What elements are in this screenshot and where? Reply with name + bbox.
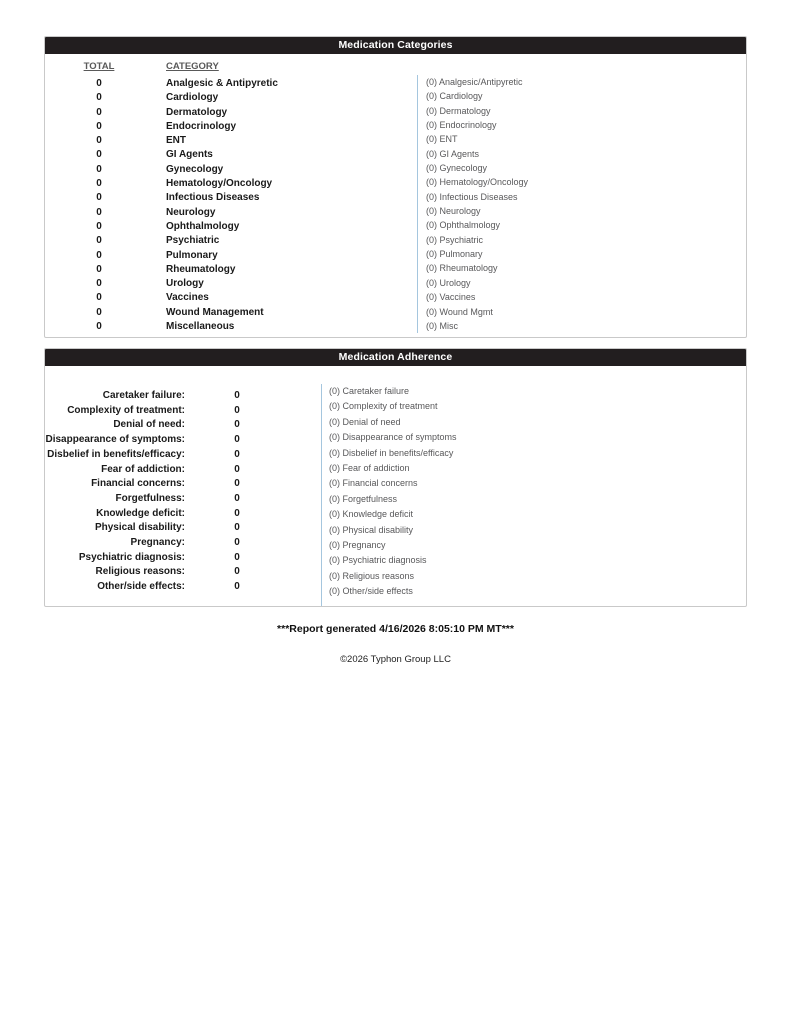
table-row: [59, 163, 746, 177]
category-name: Psychiatric: [166, 235, 220, 247]
summary-item: (0) Misc: [426, 320, 458, 331]
summary-item: (0) Infectious Diseases: [426, 191, 518, 202]
adherence-reason-value: 0: [234, 478, 240, 490]
category-name: Pulmonary: [166, 249, 218, 261]
adherence-reason-label: Religious reasons:: [95, 566, 185, 578]
category-name: Neurology: [166, 206, 216, 218]
summary-item: (0) Pulmonary: [426, 249, 483, 260]
table-row: [59, 191, 746, 205]
category-name: Miscellaneous: [166, 321, 235, 333]
summary-item: (0) GI Agents: [426, 148, 480, 159]
category-total-value: 0: [96, 78, 102, 89]
adherence-reason-value: 0: [234, 404, 240, 416]
category-total-value: 0: [96, 106, 102, 118]
summary-item: (0) Other/side effects: [329, 586, 413, 597]
category-column-header: CATEGORY: [166, 61, 219, 72]
category-name: ENT: [166, 135, 186, 147]
adherence-reason-value: 0: [234, 507, 240, 519]
summary-item: (0) Endocrinology: [426, 120, 497, 131]
table-row: [59, 291, 746, 305]
copyright-notice: ©2026 Typhon Group LLC: [340, 654, 451, 665]
table-row: [59, 234, 746, 248]
summary-item: (0) Rheumatology: [426, 263, 498, 274]
summary-item: (0) Hematology/Oncology: [426, 177, 529, 188]
summary-item: (0) ENT: [426, 134, 458, 145]
category-name: Analgesic & Antipyretic: [166, 78, 278, 89]
category-name: Vaccines: [166, 292, 209, 304]
category-name: Dermatology: [166, 106, 228, 118]
medication-adherence-body: [45, 366, 746, 595]
category-name: Ophthalmology: [166, 220, 240, 232]
adherence-reason-value: 0: [234, 492, 240, 504]
table-row: [59, 106, 746, 120]
adherence-summary-list: [321, 384, 457, 606]
summary-item: (0) Psychiatric: [426, 234, 484, 245]
categories-table-header: [59, 61, 746, 72]
adherence-reason-label: Denial of need:: [113, 419, 185, 431]
summary-item: (0) Religious reasons: [329, 570, 415, 581]
table-row: [59, 206, 746, 220]
summary-item: (0) Fear of addiction: [329, 463, 410, 474]
category-name: Gynecology: [166, 163, 224, 175]
adherence-reason-label: Financial concerns:: [91, 478, 185, 490]
table-row: [59, 177, 746, 191]
category-total-value: 0: [96, 163, 102, 175]
category-total-value: 0: [96, 192, 102, 204]
summary-item: (0) Disbelief in benefits/efficacy: [329, 447, 454, 458]
adherence-reason-label: Physical disability:: [94, 522, 185, 534]
medication-categories-body: [45, 54, 746, 334]
categories-summary-list: [417, 75, 528, 333]
category-total-value: 0: [96, 249, 102, 261]
summary-item: (0) Analgesic/Antipyretic: [426, 77, 523, 87]
table-row: [59, 249, 746, 263]
adherence-reason-label: Complexity of treatment:: [67, 404, 185, 416]
category-total-value: 0: [96, 178, 102, 190]
adherence-reason-label: Disappearance of symptoms:: [45, 434, 185, 446]
adherence-reason-label: Disbelief in benefits/efficacy:: [47, 448, 185, 460]
category-name: GI Agents: [166, 149, 213, 161]
adherence-reason-value: 0: [234, 581, 240, 593]
table-row: [59, 320, 746, 334]
adherence-reason-label: Forgetfulness:: [115, 492, 185, 504]
category-name: Urology: [166, 278, 204, 290]
category-total-value: 0: [96, 92, 102, 104]
summary-item: (0) Wound Mgmt: [426, 306, 493, 317]
category-total-value: 0: [96, 306, 102, 318]
category-name: Hematology/Oncology: [166, 178, 273, 190]
table-row: [59, 220, 746, 234]
category-total-value: 0: [96, 220, 102, 232]
total-column-header: TOTAL: [83, 61, 115, 72]
adherence-reason-value: 0: [234, 419, 240, 431]
category-total-value: 0: [96, 278, 102, 290]
adherence-reason-label: Knowledge deficit:: [96, 507, 185, 519]
medication-categories-panel: [44, 36, 747, 338]
adherence-reason-value: 0: [234, 566, 240, 578]
adherence-reason-value: 0: [234, 448, 240, 460]
summary-item: (0) Cardiology: [426, 91, 483, 102]
adherence-reason-label: Pregnancy:: [130, 537, 185, 549]
summary-item: (0) Dermatology: [426, 105, 491, 116]
adherence-reason-label: Fear of addiction:: [101, 463, 185, 475]
category-name: Wound Management: [166, 306, 264, 318]
table-row: [59, 91, 746, 105]
category-total-value: 0: [96, 135, 102, 147]
table-row: [59, 306, 746, 320]
category-name: Cardiology: [166, 92, 219, 104]
adherence-reason-value: 0: [234, 463, 240, 475]
adherence-reason-label: Caretaker failure:: [102, 390, 185, 401]
category-total-value: 0: [96, 235, 102, 247]
adherence-reason-label: Psychiatric diagnosis:: [78, 551, 185, 563]
medication-adherence-panel: [44, 348, 747, 607]
category-total-value: 0: [96, 321, 102, 333]
table-row: [59, 148, 746, 162]
categories-table-rows: [59, 77, 746, 334]
summary-item: (0) Neurology: [426, 206, 481, 217]
summary-item: (0) Caretaker failure: [329, 386, 410, 396]
table-row: [59, 277, 746, 291]
adherence-reason-value: 0: [234, 522, 240, 534]
category-name: Endocrinology: [166, 120, 236, 132]
summary-item: (0) Urology: [426, 277, 471, 288]
categories-table: [59, 61, 746, 334]
category-total-value: 0: [96, 263, 102, 275]
category-total-value: 0: [96, 149, 102, 161]
table-row: [59, 263, 746, 277]
summary-item: (0) Gynecology: [426, 163, 488, 174]
summary-item: (0) Pregnancy: [329, 540, 386, 551]
summary-item: (0) Psychiatric diagnosis: [329, 555, 427, 566]
category-total-value: 0: [96, 292, 102, 304]
table-row: [59, 77, 746, 91]
medication-adherence-header: Medication Adherence: [45, 349, 746, 366]
report-generated-timestamp: ***Report generated 4/16/2026 8:05:10 PM MT***: [277, 623, 514, 635]
summary-item: (0) Physical disability: [329, 524, 414, 535]
summary-item: (0) Knowledge deficit: [329, 509, 414, 520]
table-row: [59, 120, 746, 134]
category-name: Infectious Diseases: [166, 192, 260, 204]
category-total-value: 0: [96, 120, 102, 132]
summary-item: (0) Forgetfulness: [329, 493, 398, 504]
adherence-reason-value: 0: [234, 390, 240, 401]
summary-item: (0) Complexity of treatment: [329, 401, 438, 412]
summary-item: (0) Denial of need: [329, 416, 401, 427]
summary-item: (0) Financial concerns: [329, 478, 418, 489]
adherence-reason-label: Other/side effects:: [97, 581, 185, 593]
summary-item: (0) Vaccines: [426, 292, 476, 303]
category-total-value: 0: [96, 206, 102, 218]
summary-item: (0) Ophthalmology: [426, 220, 501, 231]
summary-item: (0) Disappearance of symptoms: [329, 432, 457, 443]
medication-categories-header: Medication Categories: [45, 37, 746, 54]
category-name: Rheumatology: [166, 263, 236, 275]
table-row: [59, 134, 746, 148]
adherence-reason-value: 0: [234, 434, 240, 446]
adherence-reason-value: 0: [234, 551, 240, 563]
adherence-reason-value: 0: [234, 537, 240, 549]
